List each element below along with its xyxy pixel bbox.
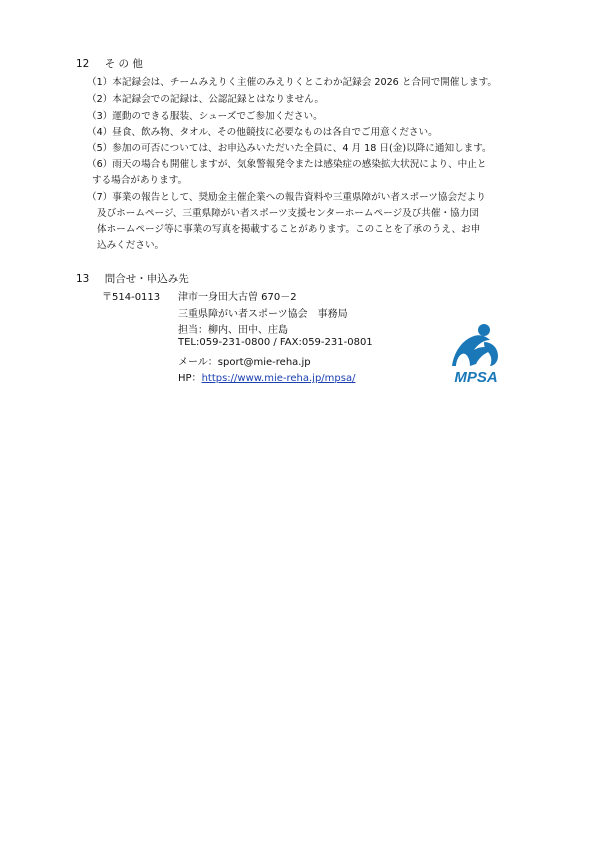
- section-12-heading: [76, 56, 143, 71]
- section-13-heading: [76, 271, 189, 286]
- mpsa-logo-mark: [440, 322, 512, 384]
- organization: 三重県障がい者スポーツ協会 事務局: [178, 309, 348, 320]
- homepage-link[interactable]: https://www.mie-reha.jp/mpsa/: [201, 373, 356, 384]
- mpsa-logo: [440, 322, 512, 384]
- section-12-number: 12: [76, 58, 90, 70]
- item-5: （5）参加の可否については、お申込みいただいた全員に、4 月 18 日(金)以降に通知します。: [87, 143, 492, 154]
- tel-fax: TEL:059-231-0800 / FAX:059-231-0801: [178, 337, 373, 348]
- item-7-cont-3: 込みください。: [97, 240, 165, 251]
- item-2: （2）本記録会での記録は、公認記録とはなりません。: [87, 94, 324, 105]
- staff-contacts: 担当：柳内、田中、庄島: [178, 325, 288, 336]
- item-7-cont-2: 体ホームページ等に事業の写真を掲載することがあります。このことを了承のうえ、お申: [97, 224, 481, 235]
- section-13-number: 13: [76, 273, 90, 285]
- item-1: （1）本記録会は、チームみえりく主催のみえりくとこわか記録会 2026 と合同で開催します。: [87, 77, 498, 88]
- homepage-label: HP：: [178, 373, 202, 384]
- item-7: （7）事業の報告として、奨励金主催企業への報告資料や三重県障がい者スポーツ協会だより: [87, 192, 486, 203]
- email: メール：sport@mie-reha.jp: [178, 357, 311, 368]
- item-4: （4）昼食、飲み物、タオル、その他競技に必要なものは各自でご用意ください。: [87, 127, 438, 138]
- section-13-title: 問合せ・申込み先: [104, 273, 189, 285]
- postal-code: 〒514-0113: [102, 292, 161, 303]
- address: 津市一身田大古曽 670－2: [178, 292, 297, 303]
- mpsa-logo-text: MPSA: [454, 369, 498, 384]
- homepage: [178, 369, 355, 384]
- item-6: （6）雨天の場合も開催しますが、気象警報発令または感染症の感染拡大状況により、中止と: [87, 159, 487, 170]
- item-6-cont: する場合があります。: [92, 175, 188, 186]
- section-12-title: そ の 他: [104, 58, 143, 70]
- item-7-cont-1: 及びホームページ、三重県障がい者スポーツ支援センターホームページ及び共催・協力団: [97, 208, 479, 219]
- item-3: （3）運動のできる服装、シューズでご参加ください。: [87, 111, 323, 122]
